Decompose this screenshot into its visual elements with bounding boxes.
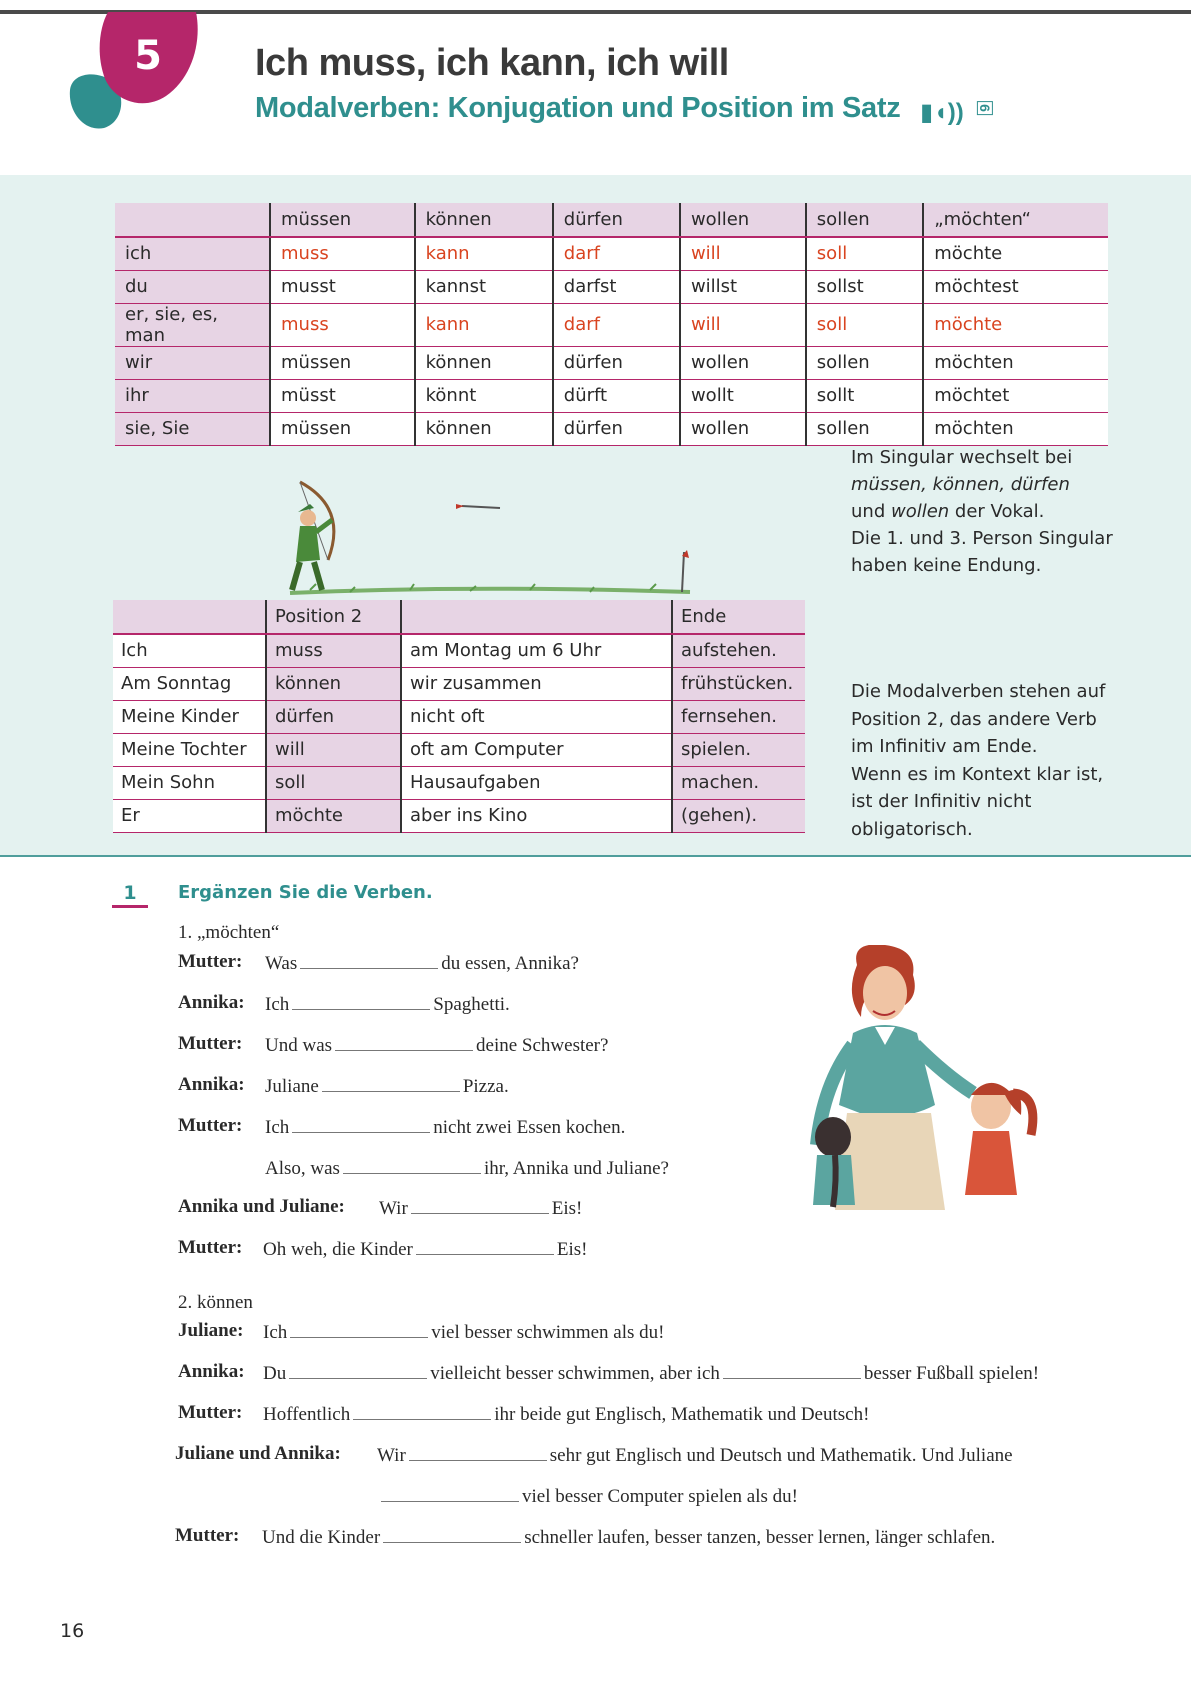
part2-heading — [178, 1292, 253, 1314]
dialogue-line — [175, 1525, 996, 1548]
conj-header-cell: „möchten“ — [923, 203, 1108, 237]
verb-form: sollen — [806, 346, 923, 379]
dialogue-text — [265, 1074, 509, 1098]
end-cell: (gehen). — [672, 799, 805, 832]
note-fragment: und — [851, 501, 891, 522]
text-after: nicht zwei Essen kochen. — [433, 1117, 626, 1138]
dialogue-line — [175, 1443, 1013, 1466]
modal-cell: muss — [266, 634, 401, 667]
dialogue-text — [265, 992, 510, 1016]
text-after: du essen, Annika? — [441, 953, 579, 974]
answer-blank[interactable] — [289, 1361, 427, 1379]
modal-cell: will — [266, 733, 401, 766]
verb-form: kann — [415, 237, 553, 270]
verb-form: sollt — [806, 379, 923, 412]
dialogue-line — [178, 1115, 626, 1138]
part1-heading-text: 1. „möchten“ — [178, 922, 280, 943]
conj-header-cell: können — [415, 203, 553, 237]
verb-form: möchtet — [923, 379, 1108, 412]
pronoun-cell: wir — [115, 346, 270, 379]
end-cell: frühstücken. — [672, 667, 805, 700]
answer-blank[interactable] — [353, 1402, 491, 1420]
verb-form: soll — [806, 303, 923, 346]
verb-form: müsst — [270, 379, 415, 412]
modal-cell: möchte — [266, 799, 401, 832]
verb-form: können — [415, 412, 553, 445]
answer-blank[interactable] — [290, 1320, 428, 1338]
note-line — [851, 498, 1121, 525]
answer-blank[interactable] — [343, 1156, 481, 1174]
dialogue-text — [377, 1443, 1013, 1467]
pos-header-cell — [401, 600, 672, 634]
verb-form: sollst — [806, 270, 923, 303]
note-position — [851, 678, 1131, 843]
end-cell: machen. — [672, 766, 805, 799]
dialogue-line — [378, 1484, 798, 1508]
answer-blank[interactable] — [411, 1196, 549, 1214]
answer-blank[interactable] — [723, 1361, 861, 1379]
dialogue-text — [263, 1361, 1039, 1385]
note-singular — [851, 444, 1121, 579]
pronoun-cell: ich — [115, 237, 270, 270]
dialogue-line — [178, 1074, 509, 1097]
answer-blank[interactable] — [292, 992, 430, 1010]
verb-form: müssen — [270, 346, 415, 379]
speaker-icon[interactable]: ▮◖)) — [920, 99, 964, 126]
table-row — [115, 379, 1108, 412]
verb-form: willst — [680, 270, 806, 303]
dialogue-text — [263, 1237, 587, 1261]
dialogue-text — [265, 1033, 608, 1057]
conj-header-cell: müssen — [270, 203, 415, 237]
table-row — [113, 799, 805, 832]
dialogue-text — [263, 1402, 869, 1426]
answer-blank[interactable] — [322, 1074, 460, 1092]
verb-form: wollen — [680, 346, 806, 379]
dialogue-text — [265, 1115, 625, 1139]
speaker: Annika: — [178, 992, 245, 1013]
page-number: 16 — [60, 1620, 85, 1642]
speaker: Mutter: — [175, 1525, 240, 1546]
verb-form: will — [680, 237, 806, 270]
answer-blank[interactable] — [300, 951, 438, 969]
note-line: müssen, können, dürfen — [851, 474, 1070, 495]
table-row — [113, 733, 805, 766]
text-before: Wir — [379, 1198, 408, 1219]
modal-cell: dürfen — [266, 700, 401, 733]
subject-cell: Am Sonntag — [113, 667, 266, 700]
text-after: viel besser Computer spielen als du! — [522, 1486, 798, 1507]
archer-illustration — [270, 480, 710, 600]
verb-form: dürfen — [553, 346, 680, 379]
verb-form: kann — [415, 303, 553, 346]
pos-header-cell: Ende — [672, 600, 805, 634]
table-row — [113, 700, 805, 733]
verb-form: wollen — [680, 412, 806, 445]
conj-header-cell — [115, 203, 270, 237]
conjugation-header-row — [115, 203, 1108, 237]
verb-form: soll — [806, 237, 923, 270]
text-after: besser Fußball spielen! — [863, 1363, 1040, 1384]
speaker: Annika: — [178, 1361, 245, 1382]
table-row — [113, 667, 805, 700]
verb-form: will — [680, 303, 806, 346]
note-line: Die 1. und 3. Person Singular — [851, 528, 1113, 549]
table-row — [115, 237, 1108, 270]
pronoun-cell: du — [115, 270, 270, 303]
exercise-number: 1 — [123, 882, 137, 904]
unit-subtitle: Modalverben: Konjugation und Position im Satz — [255, 92, 901, 124]
table-row — [115, 346, 1108, 379]
answer-blank[interactable] — [416, 1237, 554, 1255]
dialogue-text — [265, 951, 579, 975]
verb-form: dürfen — [553, 412, 680, 445]
dialogue-line — [178, 1402, 870, 1425]
text-after: viel besser schwimmen als du! — [431, 1322, 665, 1343]
verb-form: darf — [553, 303, 680, 346]
note-line: haben keine Endung. — [851, 555, 1042, 576]
text-after: Pizza. — [462, 1076, 509, 1097]
dialogue-line — [178, 992, 510, 1015]
verb-form: darfst — [553, 270, 680, 303]
verb-form: könnt — [415, 379, 553, 412]
text-before: Und die Kinder — [262, 1527, 381, 1548]
middle-cell: nicht oft — [401, 700, 672, 733]
text-after: Eis! — [551, 1198, 583, 1219]
speaker: Mutter: — [178, 1115, 243, 1136]
text-before: Wir — [377, 1445, 406, 1466]
unit-number: 5 — [134, 33, 162, 79]
text-middle: vielleicht besser schwimmen, aber ich — [430, 1363, 720, 1384]
verb-form: dürft — [553, 379, 680, 412]
note-line: Die Modalverben stehen auf — [851, 681, 1106, 702]
verb-form: möchten — [923, 346, 1108, 379]
dialogue-text — [379, 1196, 582, 1220]
dialogue-line — [178, 1196, 583, 1219]
answer-blank[interactable] — [381, 1484, 519, 1502]
answer-blank[interactable] — [335, 1033, 473, 1051]
subject-cell: Meine Tochter — [113, 733, 266, 766]
speaker: Mutter: — [178, 1402, 243, 1423]
dialogue-line — [178, 1361, 1040, 1384]
dialogue-line — [178, 1033, 609, 1056]
modal-cell: soll — [266, 766, 401, 799]
speaker: Annika und Juliane: — [178, 1196, 345, 1217]
dialogue-line — [178, 1237, 588, 1260]
dialogue-line — [178, 1320, 665, 1343]
note-line: Im Singular wechselt bei — [851, 447, 1073, 468]
pronoun-cell: sie, Sie — [115, 412, 270, 445]
verb-form: müssen — [270, 412, 415, 445]
subject-cell: Ich — [113, 634, 266, 667]
end-cell: aufstehen. — [672, 634, 805, 667]
speaker: Mutter: — [178, 951, 243, 972]
conj-header-cell: sollen — [806, 203, 923, 237]
verb-form: können — [415, 346, 553, 379]
text-after: schneller laufen, besser tanzen, besser lernen, länger schlafen. — [524, 1527, 996, 1548]
note-line: ist der Infinitiv nicht — [851, 791, 1032, 812]
answer-blank[interactable] — [383, 1525, 521, 1543]
speaker: Annika: — [178, 1074, 245, 1095]
middle-cell: Hausaufgaben — [401, 766, 672, 799]
text-before: Ich — [265, 1117, 290, 1138]
part1-heading — [178, 922, 279, 944]
end-cell: fernsehen. — [672, 700, 805, 733]
verb-form: möchte — [923, 303, 1108, 346]
dialogue-line — [178, 951, 579, 974]
unit-title: Ich muss, ich kann, ich will — [255, 42, 729, 84]
pronoun-cell: ihr — [115, 379, 270, 412]
verb-form: kannst — [415, 270, 553, 303]
dialogue-text — [263, 1320, 665, 1344]
verb-form: sollen — [806, 412, 923, 445]
exercise-instruction: Ergänzen Sie die Verben. — [178, 882, 433, 903]
table-row — [113, 634, 805, 667]
text-before: Also, was — [265, 1158, 340, 1179]
mother-daughters-illustration — [795, 945, 1045, 1210]
position-table — [113, 600, 805, 833]
text-before: Ich — [263, 1322, 288, 1343]
verb-form: muss — [270, 303, 415, 346]
conj-header-cell: wollen — [680, 203, 806, 237]
table-row — [115, 270, 1108, 303]
speaker: Mutter: — [178, 1237, 243, 1258]
middle-cell: aber ins Kino — [401, 799, 672, 832]
middle-cell: oft am Computer — [401, 733, 672, 766]
pos-header-cell — [113, 600, 266, 634]
text-before: Und was — [265, 1035, 333, 1056]
middle-cell: wir zusammen — [401, 667, 672, 700]
end-cell: spielen. — [672, 733, 805, 766]
text-after: sehr gut Englisch und Deutsch und Mathematik. Und Juliane — [549, 1445, 1013, 1466]
part2-heading-text: 2. können — [178, 1292, 253, 1313]
text-after: Eis! — [556, 1239, 588, 1260]
text-before: Hoffentlich — [263, 1404, 351, 1425]
text-before: Juliane — [265, 1076, 319, 1097]
pos-header-cell: Position 2 — [266, 600, 401, 634]
text-after: Spaghetti. — [433, 994, 510, 1015]
text-before: Ich — [265, 994, 290, 1015]
verb-form: wollt — [680, 379, 806, 412]
pronoun-cell: er, sie, es, man — [115, 303, 270, 346]
conj-header-cell: dürfen — [553, 203, 680, 237]
conjugation-table — [115, 203, 1108, 446]
unit-badge — [68, 12, 200, 132]
text-before: Was — [265, 953, 298, 974]
modal-cell: können — [266, 667, 401, 700]
audio-track-number: 6 — [977, 101, 993, 115]
verb-form: muss — [270, 237, 415, 270]
subject-cell: Er — [113, 799, 266, 832]
note-line: obligatorisch. — [851, 818, 973, 840]
position-header-row — [113, 600, 805, 634]
verb-form: darf — [553, 237, 680, 270]
speaker: Juliane und Annika: — [175, 1443, 341, 1464]
subject-cell: Mein Sohn — [113, 766, 266, 799]
verb-form: möchtest — [923, 270, 1108, 303]
answer-blank[interactable] — [292, 1115, 430, 1133]
dialogue-text — [265, 1156, 669, 1180]
verb-form: musst — [270, 270, 415, 303]
table-row — [113, 766, 805, 799]
note-line: im Infinitiv am Ende. — [851, 736, 1038, 757]
note-line: Position 2, das andere Verb — [851, 708, 1097, 730]
dialogue-text — [262, 1525, 995, 1549]
verb-form: möchte — [923, 237, 1108, 270]
note-fragment: wollen — [890, 501, 950, 522]
middle-cell: am Montag um 6 Uhr — [401, 634, 672, 667]
speaker: Mutter: — [178, 1033, 243, 1054]
text-before: Du — [263, 1363, 287, 1384]
table-row — [115, 303, 1108, 346]
note-line: Wenn es im Kontext klar ist, — [851, 763, 1104, 785]
verb-form: möchten — [923, 412, 1108, 445]
speaker: Juliane: — [178, 1320, 244, 1341]
exercise-number-underline — [112, 905, 148, 908]
text-after: ihr, Annika und Juliane? — [483, 1158, 669, 1179]
text-before: Oh weh, die Kinder — [263, 1239, 413, 1260]
note-fragment: der Vokal. — [949, 501, 1045, 522]
text-after: ihr beide gut Englisch, Mathematik und Deutsch! — [494, 1404, 870, 1425]
subject-cell: Meine Kinder — [113, 700, 266, 733]
table-row — [115, 412, 1108, 445]
text-after: deine Schwester? — [476, 1035, 609, 1056]
answer-blank[interactable] — [409, 1443, 547, 1461]
